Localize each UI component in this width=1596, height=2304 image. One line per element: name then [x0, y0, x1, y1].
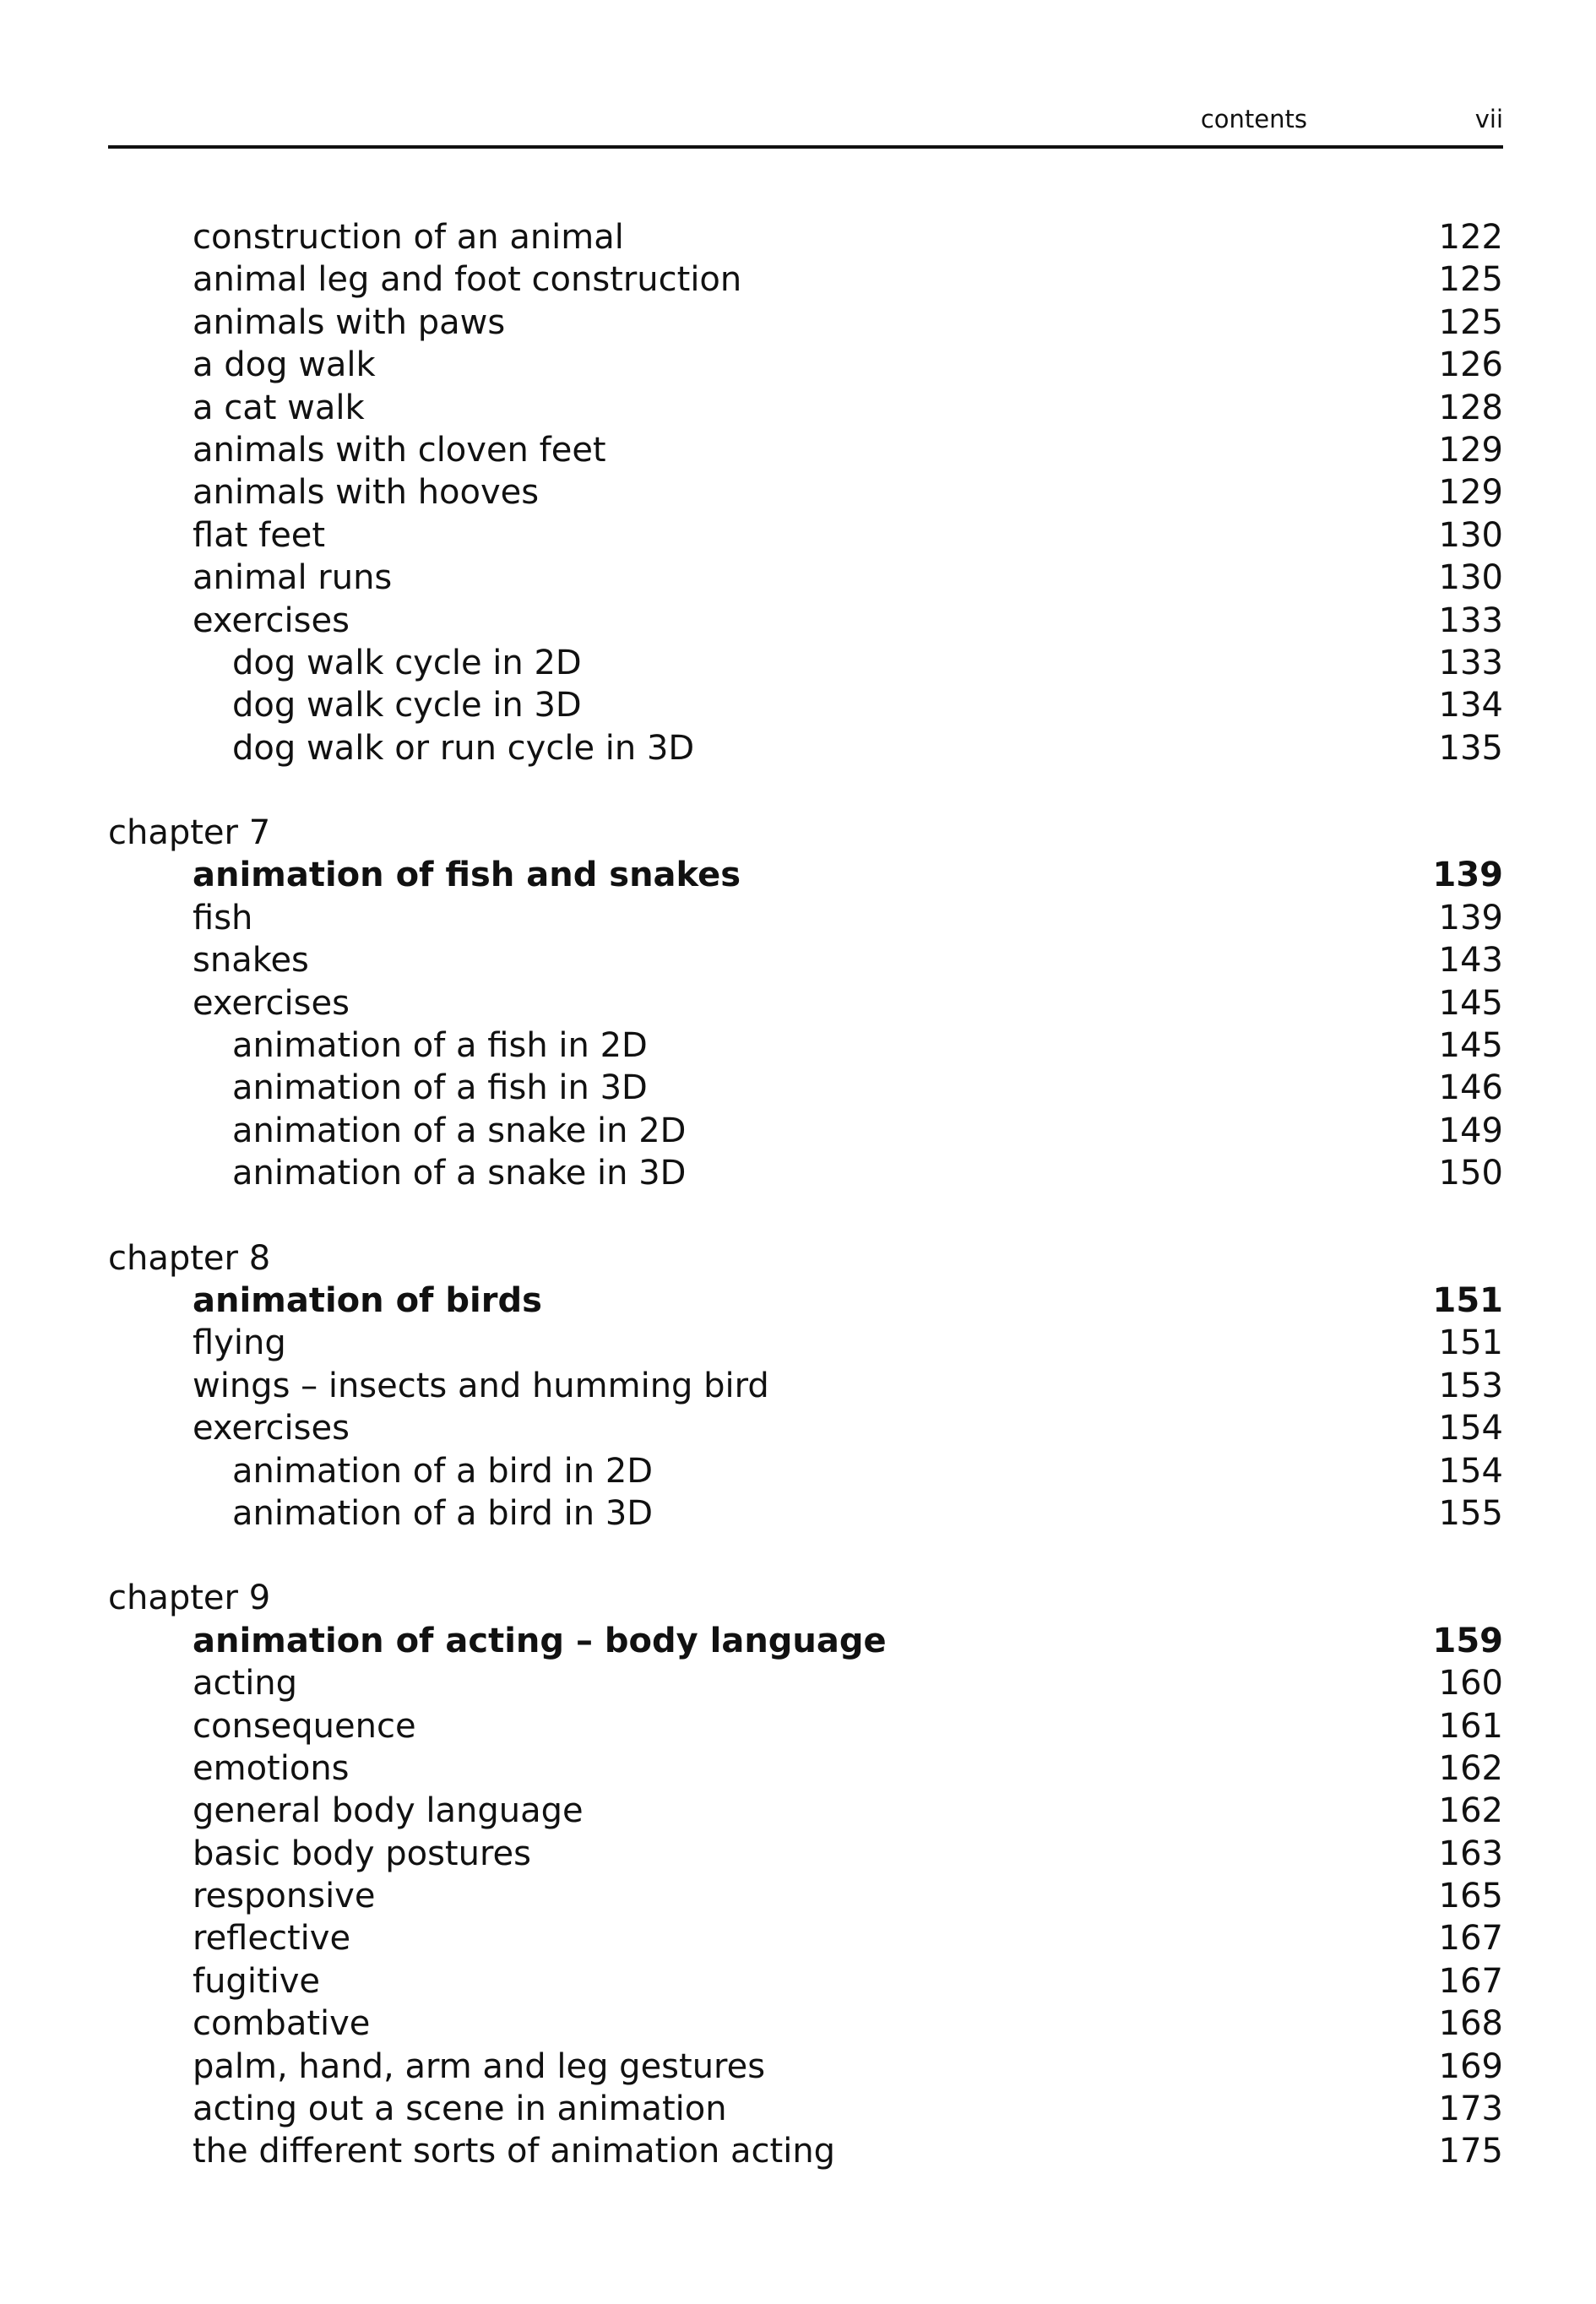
page-number: vii — [1474, 105, 1503, 133]
toc-entry-title: dog walk cycle in 2D — [232, 643, 582, 682]
toc-entry-title: animation of a bird in 2D — [232, 1451, 654, 1491]
toc-entry-title: animals with paws — [193, 302, 506, 342]
toc-entry-page: 160 — [1438, 1664, 1503, 1704]
chapter-title-row — [108, 1280, 1503, 1322]
toc-entry — [108, 1747, 1503, 1790]
toc-entry — [108, 514, 1503, 557]
toc-entry-title: a cat walk — [193, 388, 365, 427]
toc-entry-page: 129 — [1438, 473, 1503, 513]
toc-entry-title: animation of a snake in 2D — [232, 1111, 687, 1150]
toc-entry-page: 126 — [1438, 345, 1503, 385]
running-head — [108, 96, 1503, 147]
chapter-title-row — [108, 854, 1503, 896]
toc-entry-title: snakes — [193, 941, 309, 981]
toc-entry-title: dog walk cycle in 3D — [232, 686, 582, 725]
toc-entry-page: 173 — [1438, 2089, 1503, 2129]
toc-entry-page: 149 — [1438, 1111, 1503, 1150]
toc-entry-title: fugitive — [193, 1961, 321, 2001]
toc-entry-page: 125 — [1438, 260, 1503, 300]
toc-entry-page: 133 — [1438, 600, 1503, 640]
header-rule — [108, 145, 1503, 149]
chapter-label: chapter 9 — [108, 1579, 271, 1618]
toc-entry — [108, 982, 1503, 1024]
toc-entry-page: 162 — [1438, 1748, 1503, 1788]
toc-entry-page: 129 — [1438, 430, 1503, 470]
toc-entry — [108, 429, 1503, 471]
toc-continued-block — [108, 216, 1503, 769]
toc-entry-title: emotions — [193, 1748, 350, 1788]
toc-entry — [108, 557, 1503, 599]
toc-entry — [108, 1407, 1503, 1449]
toc-entry-page: 135 — [1438, 728, 1503, 768]
toc-entry — [108, 1917, 1503, 1959]
chapter-title: animation of acting – body language — [193, 1621, 887, 1660]
toc-entry-page: 125 — [1438, 302, 1503, 342]
toc-entry-page: 150 — [1438, 1154, 1503, 1193]
toc-entry-title: a dog walk — [193, 345, 376, 385]
toc-entry-page: 134 — [1438, 686, 1503, 725]
toc-entry-title: animation of a fish in 2D — [232, 1026, 648, 1066]
chapter-title: animation of birds — [193, 1280, 542, 1320]
toc-entry-title: palm, hand, arm and leg gestures — [193, 2046, 766, 2086]
toc-entry — [108, 2002, 1503, 2045]
toc-entry — [108, 387, 1503, 429]
chapter-label: chapter 8 — [108, 1238, 271, 1278]
toc-entry-page: 167 — [1438, 1919, 1503, 1959]
toc-entry — [108, 258, 1503, 301]
toc-entry-page: 151 — [1438, 1323, 1503, 1363]
toc-entry-title: animation of a snake in 3D — [232, 1154, 687, 1193]
toc-entry-page: 162 — [1438, 1791, 1503, 1831]
toc-entry — [108, 471, 1503, 514]
toc-entry — [108, 1960, 1503, 2002]
toc-subentry — [108, 642, 1503, 684]
toc-entry-title: animation of a bird in 3D — [232, 1493, 654, 1533]
toc-entry — [108, 2088, 1503, 2130]
toc-entry — [108, 2046, 1503, 2088]
toc-subentry — [108, 1110, 1503, 1152]
toc-entry-page: 167 — [1438, 1961, 1503, 2001]
toc-entry — [108, 1705, 1503, 1747]
toc-entry-title: animation of a fish in 3D — [232, 1068, 648, 1108]
toc-entry-page: 143 — [1438, 941, 1503, 981]
toc-entry-page: 153 — [1438, 1366, 1503, 1405]
toc-entry — [108, 1322, 1503, 1364]
toc-subentry — [108, 1067, 1503, 1109]
toc-entry-title: responsive — [193, 1877, 376, 1916]
toc-entry — [108, 344, 1503, 386]
toc-entry-page: 139 — [1438, 898, 1503, 937]
toc-entry — [108, 1662, 1503, 1704]
toc-subentry — [108, 1492, 1503, 1535]
toc-subentry — [108, 1450, 1503, 1492]
toc-entry-title: basic body postures — [193, 1834, 531, 1873]
toc-entry-page: 154 — [1438, 1409, 1503, 1448]
table-of-contents — [108, 216, 1503, 2173]
toc-entry-title: flat feet — [193, 515, 326, 555]
toc-entry — [108, 1875, 1503, 1917]
toc-entry — [108, 939, 1503, 981]
toc-entry-page: 163 — [1438, 1834, 1503, 1873]
toc-entry-title: flying — [193, 1323, 286, 1363]
toc-subentry — [108, 1024, 1503, 1067]
toc-entry — [108, 897, 1503, 939]
toc-subentry — [108, 727, 1503, 769]
chapter-title: animation of fish and snakes — [193, 856, 741, 895]
toc-entry — [108, 1365, 1503, 1407]
toc-entry-title: exercises — [193, 983, 350, 1023]
toc-entry-title: acting — [193, 1664, 298, 1704]
toc-entry-title: acting out a scene in animation — [193, 2089, 727, 2129]
chapter-label: chapter 7 — [108, 813, 271, 853]
toc-entry-title: the different sorts of animation acting — [193, 2132, 836, 2171]
toc-entry-page: 133 — [1438, 643, 1503, 682]
toc-entry-page: 175 — [1438, 2132, 1503, 2171]
toc-entry-title: animals with cloven feet — [193, 430, 606, 470]
toc-entry — [108, 600, 1503, 642]
toc-entry — [108, 216, 1503, 258]
toc-entry — [108, 1833, 1503, 1875]
toc-entry-page: 154 — [1438, 1451, 1503, 1491]
chapter-page: 139 — [1432, 856, 1503, 895]
chapter-title-row — [108, 1620, 1503, 1662]
toc-entry — [108, 2130, 1503, 2172]
toc-entry-page: 130 — [1438, 515, 1503, 555]
toc-entry-page: 165 — [1438, 1877, 1503, 1916]
chapter-page: 151 — [1432, 1280, 1503, 1320]
toc-entry-title: general body language — [193, 1791, 584, 1831]
toc-entry-title: fish — [193, 898, 253, 937]
toc-entry-page: 169 — [1438, 2046, 1503, 2086]
toc-entry-page: 155 — [1438, 1493, 1503, 1533]
toc-subentry — [108, 684, 1503, 726]
running-head-section: contents — [1200, 105, 1307, 133]
toc-subentry — [108, 1152, 1503, 1194]
toc-entry-title: exercises — [193, 1409, 350, 1448]
toc-entry-page: 130 — [1438, 558, 1503, 598]
chapter-7-block — [108, 812, 1503, 1195]
chapter-9-block — [108, 1577, 1503, 2172]
toc-entry-page: 145 — [1438, 983, 1503, 1023]
toc-entry-title: reflective — [193, 1919, 351, 1959]
toc-entry-title: animal leg and foot construction — [193, 260, 742, 300]
toc-entry-page: 168 — [1438, 2004, 1503, 2044]
toc-entry-title: consequence — [193, 1706, 416, 1746]
toc-entry-title: animal runs — [193, 558, 393, 598]
toc-entry-title: dog walk or run cycle in 3D — [232, 728, 695, 768]
toc-entry-title: wings – insects and humming bird — [193, 1366, 769, 1405]
toc-entry-page: 146 — [1438, 1068, 1503, 1108]
chapter-page: 159 — [1432, 1621, 1503, 1660]
chapter-8-block — [108, 1237, 1503, 1535]
toc-entry-title: animals with hooves — [193, 473, 540, 513]
toc-entry-page: 128 — [1438, 388, 1503, 427]
toc-entry-page: 145 — [1438, 1026, 1503, 1066]
toc-entry-page: 161 — [1438, 1706, 1503, 1746]
toc-entry-title: construction of an animal — [193, 218, 624, 257]
toc-entry-title: combative — [193, 2004, 371, 2044]
toc-entry — [108, 302, 1503, 344]
toc-entry-title: exercises — [193, 600, 350, 640]
toc-entry-page: 122 — [1438, 218, 1503, 257]
toc-entry — [108, 1790, 1503, 1832]
